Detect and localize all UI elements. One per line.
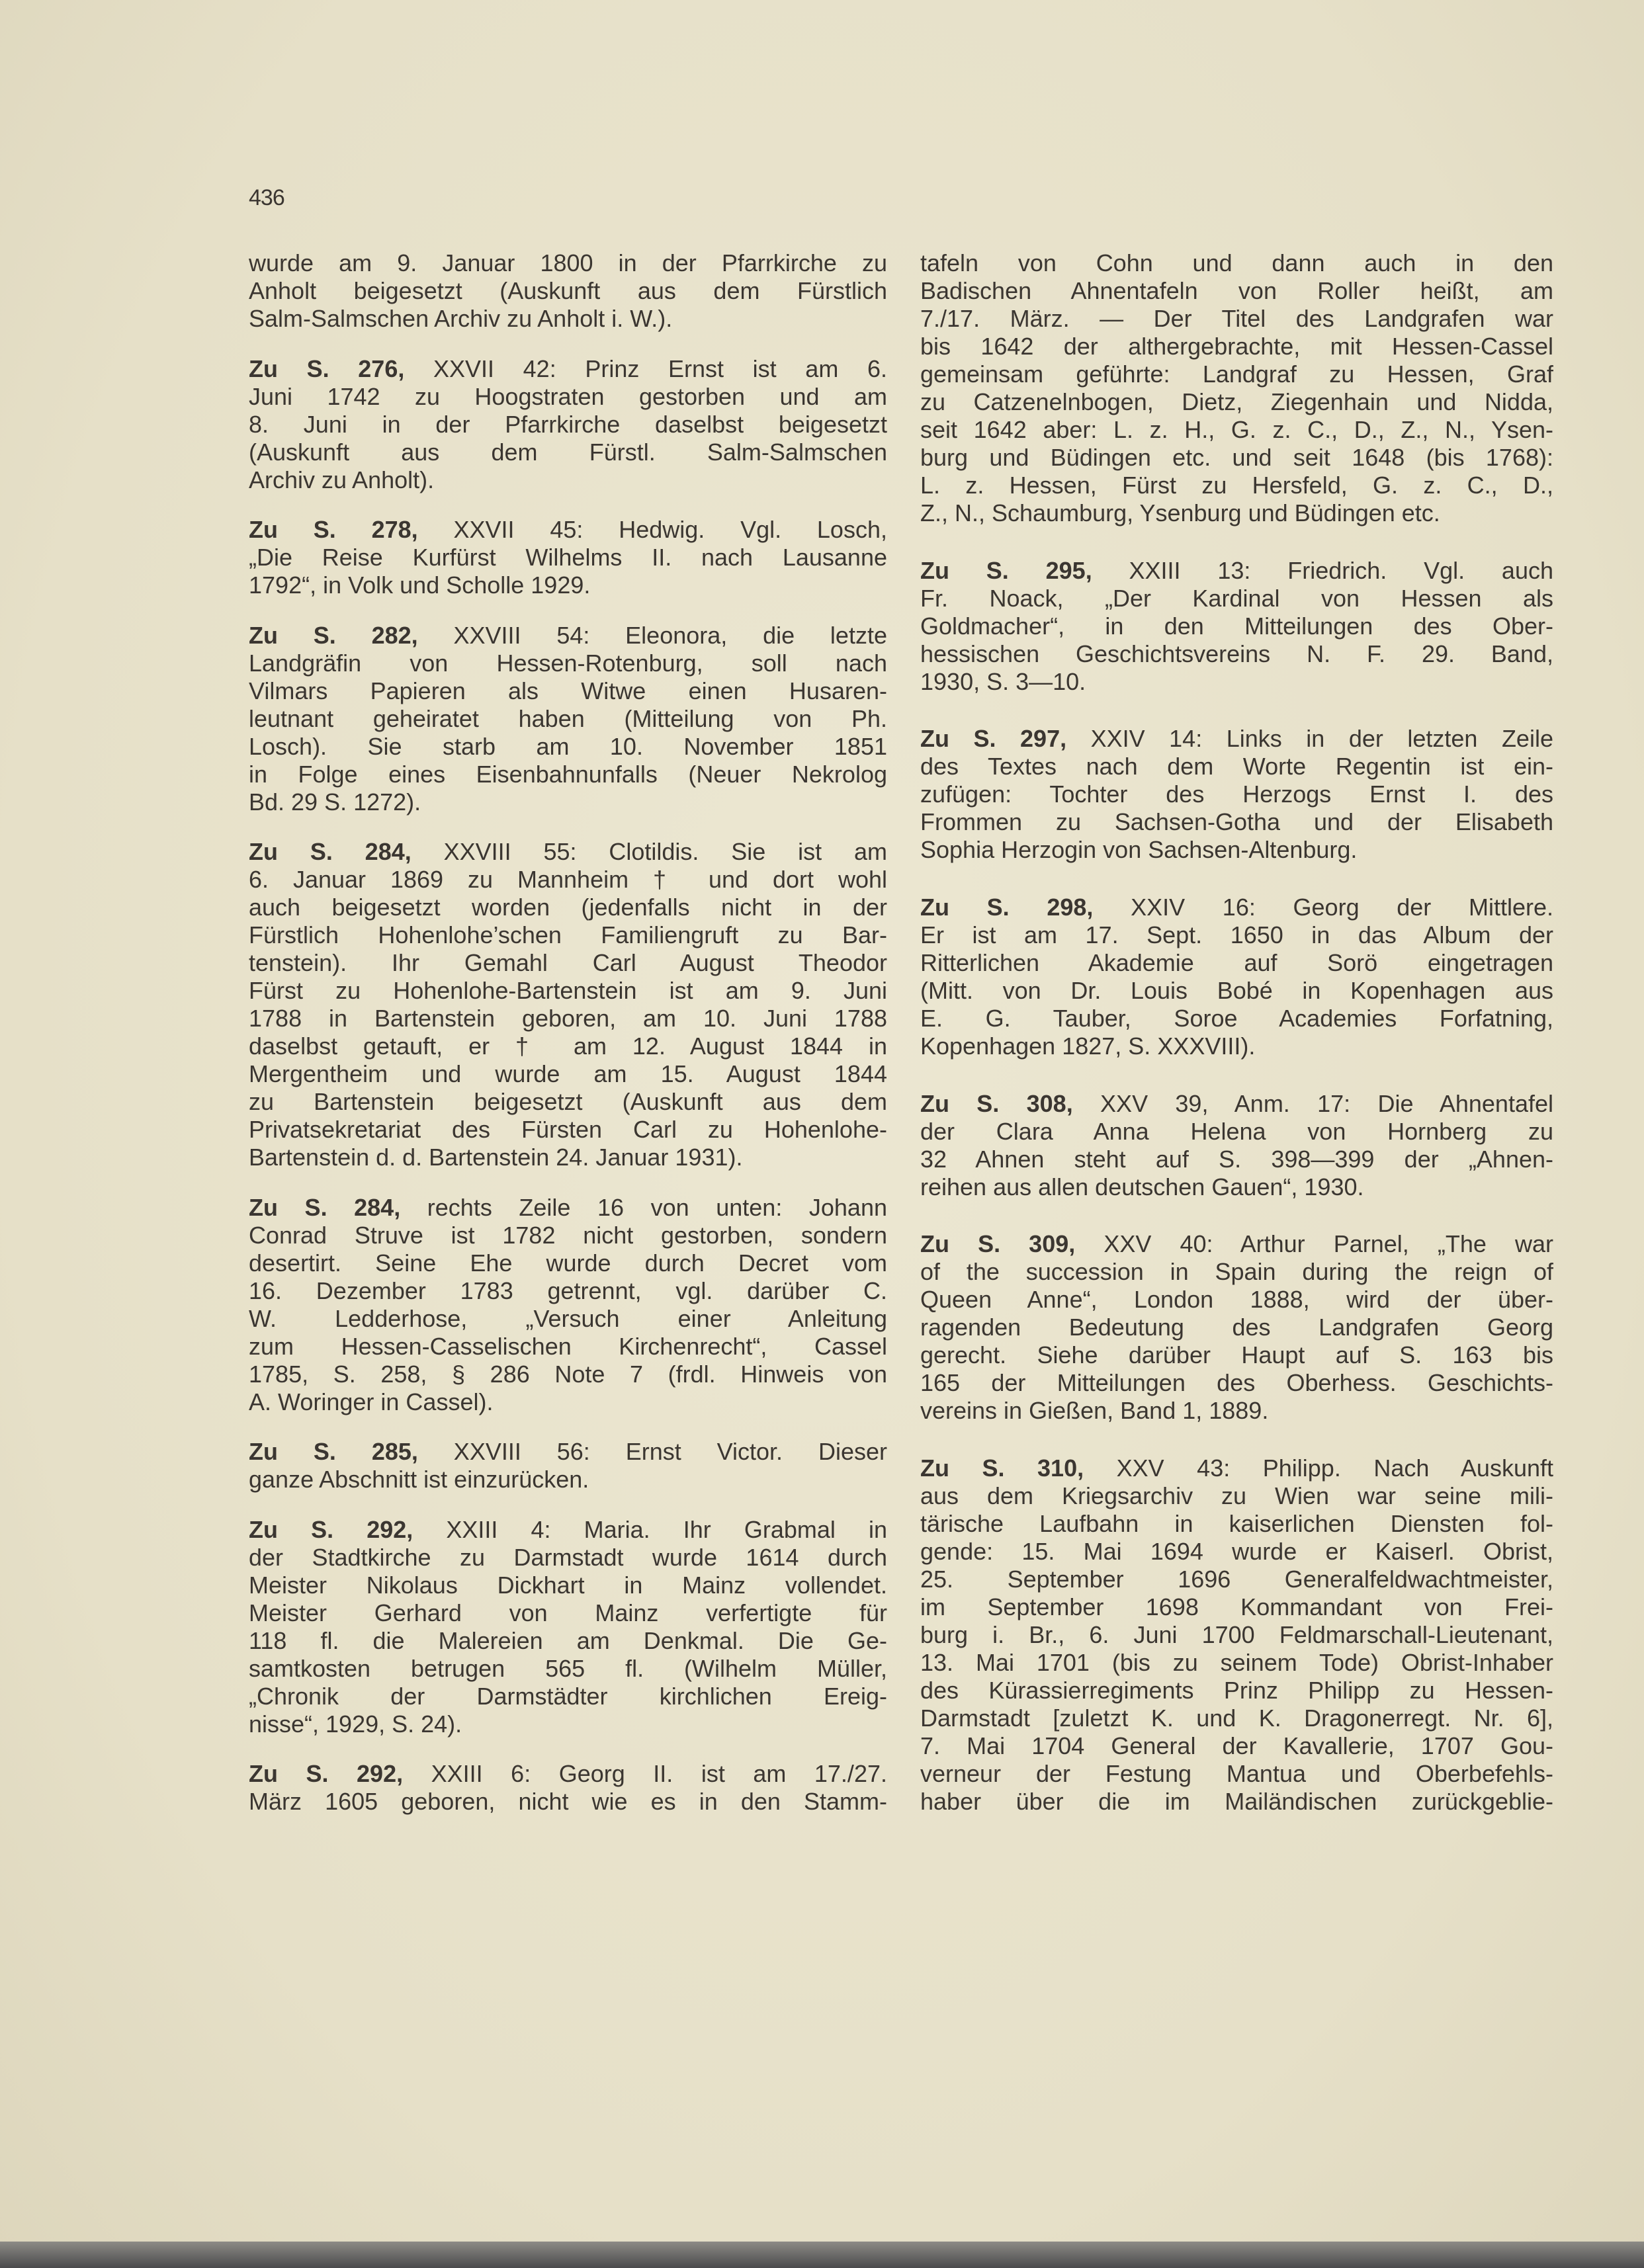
text-line — [249, 1627, 887, 1655]
line-text: E. G. Tauber, Soroe Academies Forfatning, — [920, 1004, 1553, 1032]
line-text: reihen aus allen deutschen Gauen“, 1930. — [920, 1173, 1364, 1200]
text-line — [920, 360, 1553, 388]
line-text: auch beigesetzt worden (jedenfalls nicht in der — [249, 894, 887, 921]
page-reference: Zu S. 276, — [249, 355, 405, 382]
text-line — [920, 1732, 1553, 1760]
text-line — [249, 650, 887, 677]
left-column — [249, 249, 887, 1816]
line-text: burg i. Br., 6. Juni 1700 Feldmarschall-Lieutenant, — [920, 1620, 1553, 1648]
text-line — [920, 1566, 1553, 1593]
annotation-paragraph — [249, 1760, 887, 1816]
text-line — [920, 808, 1553, 836]
line-text: (Mitt. von Dr. Louis Bobé in Kopenhagen aus — [920, 976, 1553, 1004]
line-text: 7./17. März. — Der Titel des Landgrafen war — [920, 305, 1553, 332]
line-text: des Kürassierregiments Prinz Philipp zu Hessen- — [920, 1676, 1553, 1704]
annotation-paragraph — [249, 622, 887, 816]
text-line — [249, 249, 887, 277]
text-line — [920, 1314, 1553, 1341]
text-line — [920, 977, 1553, 1005]
text-line — [920, 1593, 1553, 1621]
text-line — [249, 1516, 887, 1544]
line-text: 1792“, in Volk und Scholle 1929. — [249, 571, 591, 599]
line-text: Darmstadt [zuletzt K. und K. Dragonerregt. Nr. 6], — [920, 1704, 1553, 1732]
text-line — [920, 1173, 1553, 1201]
line-text: der Clara Anna Helena von Hornberg zu — [920, 1117, 1553, 1145]
text-line — [920, 949, 1553, 977]
line-text: 118 fl. die Malereien am Denkmal. Die Ge- — [249, 1626, 887, 1654]
text-line — [249, 1144, 887, 1171]
text-line — [920, 1482, 1553, 1510]
line-text: Fürst zu Hohenlohe-Bartenstein ist am 9. Juni — [249, 977, 887, 1004]
text-line — [249, 1005, 887, 1032]
text-line — [249, 1060, 887, 1088]
text-line — [920, 416, 1553, 444]
text-line — [249, 733, 887, 761]
text-line — [920, 388, 1553, 416]
line-text: Anholt beigesetzt (Auskunft aus dem Fürstlich — [249, 277, 887, 304]
line-text: XXIII 13: Friedrich. Vgl. auch — [1092, 556, 1553, 584]
text-line — [920, 472, 1553, 499]
line-text: zum Hessen-Casselischen Kirchenrecht“, Cassel — [249, 1332, 887, 1360]
page-reference: Zu S. 285, — [249, 1438, 418, 1465]
line-text: März 1605 geboren, nicht wie es in den Stamm- — [249, 1788, 887, 1815]
text-line — [920, 1032, 1553, 1060]
line-text: Privatsekretariat des Fürsten Carl zu Hohenlohe- — [249, 1116, 887, 1143]
line-text: Conrad Struve ist 1782 nicht gestorben, sondern — [249, 1221, 887, 1249]
line-text: zufügen: Tochter des Herzogs Ernst I. des — [920, 780, 1553, 808]
text-line — [920, 499, 1553, 527]
page-reference: Zu S. 282, — [249, 621, 418, 649]
line-text: ganze Abschnitt ist einzurücken. — [249, 1466, 589, 1493]
text-line — [920, 640, 1553, 668]
page-reference: Zu S. 308, — [920, 1089, 1073, 1117]
line-text: A. Woringer in Cassel). — [249, 1388, 494, 1415]
text-line — [920, 1230, 1553, 1258]
text-line — [920, 612, 1553, 640]
text-line — [249, 677, 887, 705]
annotation-paragraph — [249, 249, 887, 333]
text-line — [249, 622, 887, 650]
line-text: Frommen zu Sachsen-Gotha und der Elisabeth — [920, 808, 1553, 836]
line-text: Landgräfin von Hessen-Rotenburg, soll nach — [249, 649, 887, 677]
text-line — [249, 439, 887, 466]
text-line — [920, 1510, 1553, 1538]
text-line — [249, 1388, 887, 1416]
line-text: XXV 39, Anm. 17: Die Ahnentafel — [1072, 1089, 1553, 1117]
line-text: zu Catzenelnbogen, Dietz, Ziegenhain und Nidda, — [920, 388, 1553, 415]
line-text: W. Ledderhose, „Versuch einer Anleitung — [249, 1304, 887, 1332]
line-text: Losch). Sie starb am 10. November 1851 — [249, 732, 887, 760]
annotation-paragraph — [249, 1516, 887, 1738]
text-line — [249, 305, 887, 333]
page-reference: Zu S. 292, — [249, 1515, 413, 1543]
text-line — [249, 788, 887, 816]
text-line — [920, 1454, 1553, 1482]
text-line — [249, 1333, 887, 1361]
annotation-paragraph — [920, 1090, 1553, 1201]
line-text: L. z. Hessen, Fürst zu Hersfeld, G. z. C., D., — [920, 472, 1553, 499]
text-line — [920, 1369, 1553, 1397]
line-text: Mergentheim und wurde am 15. August 1844 — [249, 1060, 887, 1087]
text-line — [249, 411, 887, 439]
text-line — [920, 1760, 1553, 1788]
line-text: XXVII 45: Hedwig. Vgl. Losch, — [417, 516, 887, 543]
line-text: „Chronik der Darmstädter kirchlichen Ereig- — [249, 1682, 887, 1710]
page-reference: Zu S. 278, — [249, 516, 418, 543]
line-text: „Die Reise Kurfürst Wilhelms II. nach Lausanne — [249, 544, 887, 571]
line-text: XXV 40: Arthur Parnel, „The war — [1075, 1230, 1553, 1258]
text-line — [249, 1116, 887, 1144]
line-text: haber über die im Mailändischen zurückgeblie- — [920, 1787, 1553, 1815]
line-text: Badischen Ahnentafeln von Roller heißt, am — [920, 277, 1553, 304]
line-text: der Stadtkirche zu Darmstadt wurde 1614 durch — [249, 1543, 887, 1571]
line-text: tafeln von Cohn und dann auch in den — [920, 249, 1553, 276]
line-text: rechts Zeile 16 von unten: Johann — [400, 1193, 887, 1221]
text-line — [249, 1361, 887, 1388]
text-line — [920, 780, 1553, 808]
text-line — [249, 383, 887, 411]
text-line — [249, 838, 887, 866]
line-text: nisse“, 1929, S. 24). — [249, 1710, 462, 1738]
text-line — [920, 585, 1553, 612]
text-line — [920, 894, 1553, 921]
text-line — [920, 836, 1553, 864]
text-line — [249, 866, 887, 894]
text-line — [249, 894, 887, 921]
text-line — [920, 1146, 1553, 1173]
text-line — [249, 1710, 887, 1738]
text-line — [920, 1397, 1553, 1425]
text-line — [249, 977, 887, 1005]
text-line — [249, 1466, 887, 1493]
text-line — [920, 668, 1553, 696]
line-text: in Folge eines Eisenbahnunfalls (Neuer Nekrolog — [249, 760, 887, 788]
line-text: Bartenstein d. d. Bartenstein 24. Januar 1931). — [249, 1144, 743, 1171]
text-line — [249, 1088, 887, 1116]
text-line — [249, 921, 887, 949]
text-line — [249, 466, 887, 494]
text-line — [249, 571, 887, 599]
text-line — [249, 544, 887, 571]
line-text: Archiv zu Anholt). — [249, 466, 435, 493]
line-text: Meister Gerhard von Mainz verfertigte für — [249, 1599, 887, 1626]
line-text: XXIII 6: Georg II. ist am 17./27. — [403, 1760, 887, 1787]
page-reference: Zu S. 284, — [249, 1193, 401, 1221]
line-text: Er ist am 17. Sept. 1650 in das Album der — [920, 921, 1553, 948]
line-text: (Auskunft aus dem Fürstl. Salm-Salmschen — [249, 438, 887, 466]
line-text: Salm-Salmschen Archiv zu Anholt i. W.). — [249, 305, 673, 332]
line-text: XXVII 42: Prinz Ernst ist am 6. — [404, 355, 887, 382]
text-line — [249, 1032, 887, 1060]
text-line — [920, 1621, 1553, 1649]
line-text: XXVIII 55: Clotildis. Sie ist am — [411, 838, 887, 865]
text-line — [249, 761, 887, 788]
line-text: 6. Januar 1869 zu Mannheim † und dort wohl — [249, 866, 887, 893]
line-text: Kopenhagen 1827, S. XXXVIII). — [920, 1032, 1256, 1060]
text-line — [920, 1649, 1553, 1677]
annotation-paragraph — [920, 1230, 1553, 1425]
line-text: 1930, S. 3—10. — [920, 667, 1086, 695]
line-text: tenstein). Ihr Gemahl Carl August Theodor — [249, 949, 887, 976]
right-column — [920, 249, 1553, 1816]
line-text: Fürstlich Hohenlohe’schen Familiengruft zu Bar- — [249, 921, 887, 948]
text-line — [249, 1599, 887, 1627]
annotation-paragraph — [920, 725, 1553, 864]
annotation-paragraph — [249, 1438, 887, 1493]
text-line — [249, 1249, 887, 1277]
line-text: samtkosten betrugen 565 fl. (Wilhelm Müller, — [249, 1654, 887, 1682]
text-line — [920, 1258, 1553, 1286]
text-line — [920, 1704, 1553, 1732]
line-text: burg und Büdingen etc. und seit 1648 (bis 1768): — [920, 444, 1553, 471]
line-text: 32 Ahnen steht auf S. 398—399 der „Ahnen- — [920, 1145, 1553, 1173]
page-reference: Zu S. 292, — [249, 1760, 404, 1787]
line-text: des Textes nach dem Worte Regentin ist ein- — [920, 753, 1553, 780]
line-text: gende: 15. Mai 1694 wurde er Kaiserl. Obrist, — [920, 1537, 1553, 1565]
line-text: 16. Dezember 1783 getrennt, vgl. darüber C. — [249, 1277, 887, 1304]
text-line — [920, 444, 1553, 472]
line-text: ragenden Bedeutung des Landgrafen Georg — [920, 1314, 1553, 1341]
line-text: Bd. 29 S. 1272). — [249, 788, 421, 816]
text-line — [249, 516, 887, 544]
line-text: Ritterlichen Akademie auf Sorö eingetragen — [920, 948, 1553, 976]
page-reference: Zu S. 309, — [920, 1230, 1076, 1258]
annotation-paragraph — [920, 249, 1553, 527]
line-text: XXIV 16: Georg der Mittlere. — [1093, 893, 1553, 921]
line-text: hessischen Geschichtsvereins N. F. 29. Band, — [920, 640, 1553, 667]
line-text: 8. Juni in der Pfarrkirche daselbst beigesetzt — [249, 410, 887, 438]
text-line — [249, 949, 887, 977]
page-reference: Zu S. 295, — [920, 556, 1092, 584]
line-text: Juni 1742 zu Hoogstraten gestorben und am — [249, 382, 887, 410]
text-line — [920, 753, 1553, 780]
page-reference: Zu S. 310, — [920, 1454, 1084, 1482]
line-text: daselbst getauft, er † am 12. August 1844 in — [249, 1032, 887, 1060]
text-line — [249, 1655, 887, 1683]
line-text: XXIII 4: Maria. Ihr Grabmal in — [413, 1515, 887, 1543]
text-line — [249, 1277, 887, 1305]
annotation-paragraph — [920, 557, 1553, 696]
text-line — [249, 1760, 887, 1788]
line-text: XXVIII 54: Eleonora, die letzte — [417, 621, 887, 649]
line-text: XXIV 14: Links in der letzten Zeile — [1066, 725, 1553, 753]
text-line — [249, 277, 887, 305]
text-line — [920, 1788, 1553, 1816]
line-text: vereins in Gießen, Band 1, 1889. — [920, 1397, 1269, 1425]
text-line — [249, 1788, 887, 1816]
text-line — [249, 705, 887, 733]
line-text: 1788 in Bartenstein geboren, am 10. Juni 1788 — [249, 1005, 887, 1032]
text-line — [920, 557, 1553, 585]
line-text: tärische Laufbahn in kaiserlichen Diensten fol- — [920, 1509, 1553, 1537]
annotation-paragraph — [249, 1194, 887, 1416]
text-line — [920, 1286, 1553, 1314]
line-text: 1785, S. 258, § 286 Note 7 (frdl. Hinweis von — [249, 1360, 887, 1388]
text-line — [920, 1538, 1553, 1566]
line-text: aus dem Kriegsarchiv zu Wien war seine mili- — [920, 1482, 1553, 1509]
text-line — [920, 277, 1553, 305]
line-text: Queen Anne“, London 1888, wird der über- — [920, 1286, 1553, 1314]
line-text: Fr. Noack, „Der Kardinal von Hessen als — [920, 584, 1553, 612]
line-text: zu Bartenstein beigesetzt (Auskunft aus dem — [249, 1088, 887, 1115]
line-text: im September 1698 Kommandant von Frei- — [920, 1593, 1553, 1620]
text-line — [920, 305, 1553, 333]
line-text: XXV 43: Philipp. Nach Auskunft — [1084, 1454, 1553, 1482]
line-text: wurde am 9. Januar 1800 in der Pfarrkirche zu — [249, 249, 887, 276]
text-line — [249, 1438, 887, 1466]
annotation-paragraph — [920, 1454, 1553, 1816]
text-line — [920, 1677, 1553, 1704]
text-line — [249, 1572, 887, 1599]
annotation-paragraph — [920, 894, 1553, 1060]
annotation-paragraph — [249, 355, 887, 494]
line-text: Z., N., Schaumburg, Ysenburg und Büdingen etc. — [920, 499, 1440, 526]
annotation-paragraph — [249, 838, 887, 1171]
line-text: seit 1642 aber: L. z. H., G. z. C., D., Z., N., Ysen- — [920, 416, 1553, 443]
line-text: verneur der Festung Mantua und Oberbefehls- — [920, 1759, 1553, 1787]
line-text: 7. Mai 1704 General der Kavallerie, 1707 Gou- — [920, 1732, 1553, 1759]
line-text: Sophia Herzogin von Sachsen-Altenburg. — [920, 836, 1358, 864]
line-text: 165 der Mitteilungen des Oberhess. Geschichts- — [920, 1369, 1553, 1397]
page-number: 436 — [249, 185, 284, 210]
text-line — [920, 1090, 1553, 1118]
line-text: gerecht. Siehe darüber Haupt auf S. 163 bis — [920, 1341, 1553, 1369]
scanner-edge — [0, 2242, 1644, 2268]
line-text: 25. September 1696 Generalfeldwachtmeister, — [920, 1565, 1553, 1593]
page-reference: Zu S. 284, — [249, 838, 411, 865]
line-text: XXVIII 56: Ernst Victor. Dieser — [417, 1438, 887, 1465]
line-text: 13. Mai 1701 (bis zu seinem Tode) Obrist-Inhaber — [920, 1648, 1553, 1676]
page-reference: Zu S. 297, — [920, 725, 1067, 753]
text-line — [920, 1005, 1553, 1032]
line-text: Goldmacher“, in den Mitteilungen des Ober- — [920, 612, 1553, 640]
text-line — [920, 921, 1553, 949]
text-line — [920, 1341, 1553, 1369]
line-text: gemeinsam geführte: Landgraf zu Hessen, Graf — [920, 360, 1553, 388]
page-reference: Zu S. 298, — [920, 893, 1094, 921]
text-line — [249, 1544, 887, 1572]
text-line — [920, 249, 1553, 277]
line-text: of the succession in Spain during the reign of — [920, 1258, 1553, 1286]
text-line — [920, 333, 1553, 360]
text-line — [249, 355, 887, 383]
text-line — [249, 1683, 887, 1710]
text-line — [920, 1118, 1553, 1146]
line-text: bis 1642 der althergebrachte, mit Hessen-Cassel — [920, 333, 1553, 360]
text-line — [920, 725, 1553, 753]
text-line — [249, 1305, 887, 1333]
line-text: leutnant geheiratet haben (Mitteilung von Ph. — [249, 704, 887, 732]
text-line — [249, 1194, 887, 1222]
line-text: Vilmars Papieren als Witwe einen Husaren- — [249, 677, 887, 704]
line-text: desertirt. Seine Ehe wurde durch Decret vom — [249, 1249, 887, 1277]
annotation-paragraph — [249, 516, 887, 599]
line-text: Meister Nikolaus Dickhart in Mainz vollendet. — [249, 1571, 887, 1599]
text-line — [249, 1222, 887, 1249]
